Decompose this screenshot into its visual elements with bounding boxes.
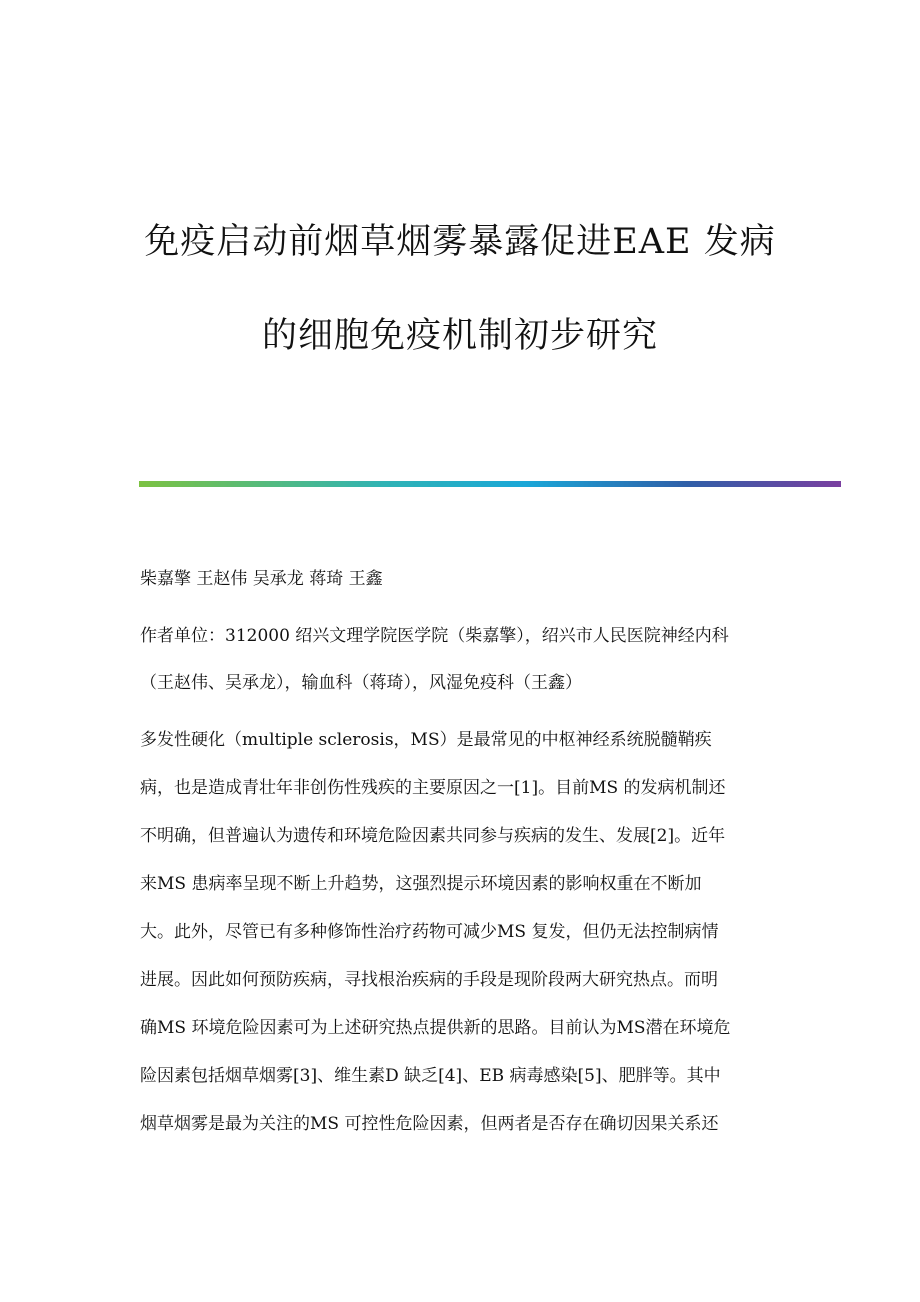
affiliation-line-2: （王赵伟、吴承龙），输血科（蒋琦），风湿免疫科（王鑫） (140, 673, 582, 693)
body-line: 大。此外，尽管已有多种修饰性治疗药物可减少MS 复发，但仍无法控制病情 (140, 922, 719, 942)
title-line-2: 的细胞免疫机制初步研究 (261, 316, 658, 356)
body-line: 来MS 患病率呈现不断上升趋势，这强烈提示环境因素的影响权重在不断加 (140, 874, 702, 894)
body-line: 进展。因此如何预防疾病，寻找根治疾病的手段是现阶段两大研究热点。而明 (140, 970, 718, 990)
body-line: 烟草烟雾是最为关注的MS 可控性危险因素，但两者是否存在确切因果关系还 (140, 1114, 719, 1134)
body-line: 多发性硬化（multiple sclerosis，MS）是最常见的中枢神经系统脱髓鞘疾 (140, 730, 712, 750)
authors: 柴嘉擎 王赵伟 吴承龙 蒋琦 王鑫 (140, 569, 383, 589)
body-line: 不明确，但普遍认为遗传和环境危险因素共同参与疾病的发生、发展[2]。近年 (140, 826, 726, 846)
body-line: 确MS 环境危险因素可为上述研究热点提供新的思路。目前认为MS潜在环境危 (140, 1018, 731, 1038)
body-line: 险因素包括烟草烟雾[3]、维生素D 缺乏[4]、EB 病毒感染[5]、肥胖等。其中 (140, 1066, 721, 1086)
affiliation-line-1: 作者单位：312000 绍兴文理学院医学院（柴嘉擎），绍兴市人民医院神经内科 (140, 626, 729, 646)
title-divider (139, 481, 841, 487)
title-line-1: 免疫启动前烟草烟雾暴露促进EAE 发病 (144, 222, 776, 262)
body-line: 病，也是造成青壮年非创伤性残疾的主要原因之一[1]。目前MS 的发病机制还 (140, 778, 726, 798)
